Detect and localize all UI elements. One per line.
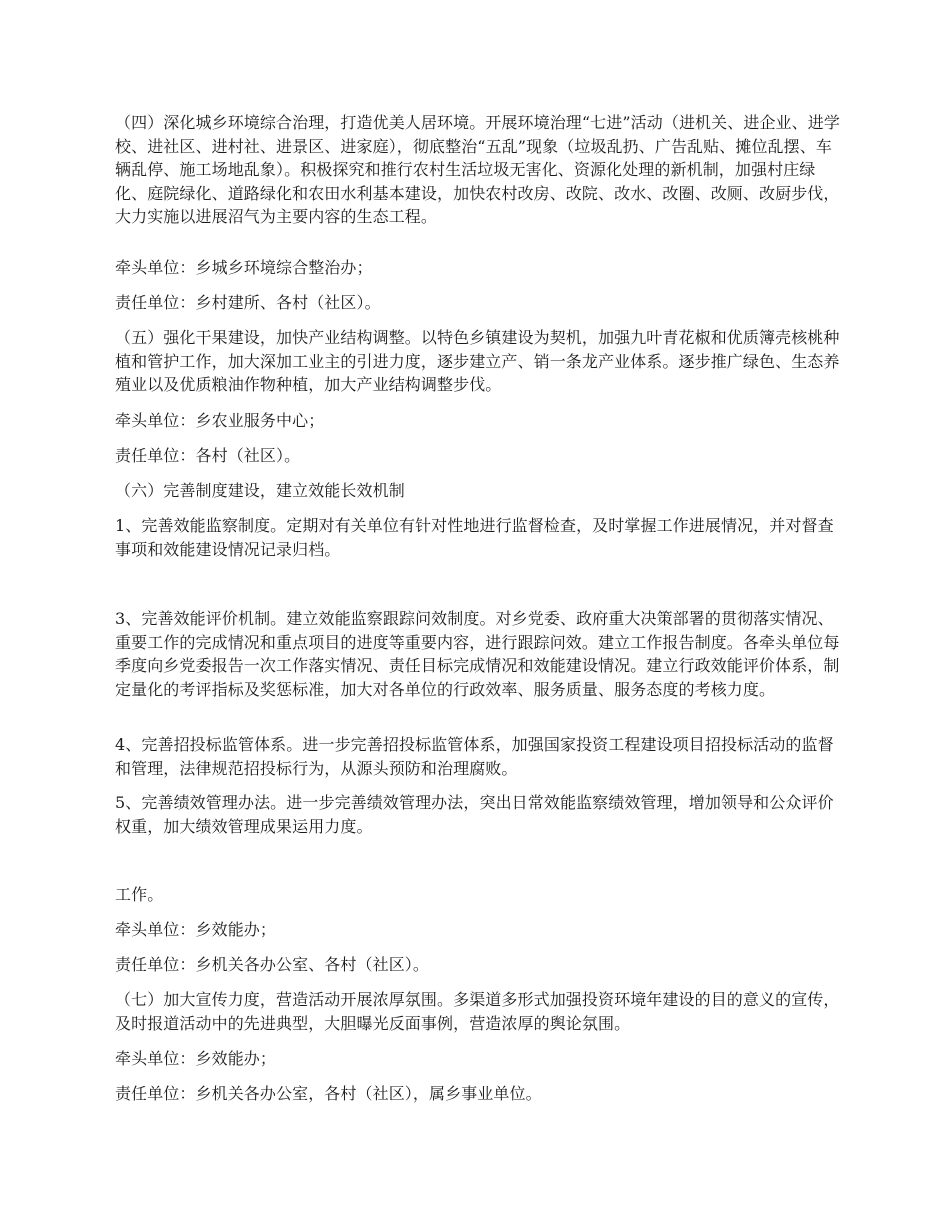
paragraph-item-1: 1、完善效能监察制度。定期对有关单位有针对性地进行监督检查，及时掌握工作进展情况，并对督查事项和效能建设情况记录归档。 bbox=[115, 516, 834, 559]
paragraph-lead-unit-3: 牵头单位：乡效能办； bbox=[115, 920, 277, 939]
paragraph-section-5: （五）强化干果建设，加快产业结构调整。以特色乡镇建设为契机，加强九叶青花椒和优质簿壳核桃种植和管护工作，加大深加工业主的引进力度，逐步建立产、销一条龙产业体系。逐步推广绿色、生态养殖业以及优质粮油作物种植，加大产业结构调整步伐。 bbox=[115, 328, 840, 394]
paragraph-responsible-unit-3: 责任单位：乡机关各办公室、各村（社区）。 bbox=[115, 955, 430, 974]
paragraph-responsible-unit-2: 责任单位：各村（社区）。 bbox=[115, 446, 301, 465]
paragraph-item-4: 4、完善招投标监管体系。进一步完善招投标监管体系，加强国家投资工程建设项目招投标活动的监督和管理，法律规范招投标行为，从源头预防和治理腐败。 bbox=[115, 735, 834, 778]
paragraph-item-5: 5、完善绩效管理办法。进一步完善绩效管理办法，突出日常效能监察绩效管理，增加领导和公众评价权重，加大绩效管理成果运用力度。 bbox=[115, 793, 834, 836]
paragraph-section-4: （四）深化城乡环境综合治理，打造优美人居环境。开展环境治理“七进”活动（进机关、进企业、进学校、进社区、进村社、进景区、进家庭），彻底整治“五乱”现象（垃圾乱扔、广告乱贴、摊位乱摆、车辆乱停、施工场地乱象）。积极探究和推行农村生活垃圾无害化、资源化处理的新机制，加强村庄绿化、庭院绿化、道路绿化和农田水利基本建设，加快农村改房、改院、改水、改圈、改厕、改厨步伐，大力实施以进展沼气为主要内容的生态工程。 bbox=[115, 113, 840, 226]
paragraph-item-3: 3、完善效能评价机制。建立效能监察跟踪问效制度。对乡党委、政府重大决策部署的贯彻落实情况、重要工作的完成情况和重点项目的进度等重要内容，进行跟踪问效。建立工作报告制度。各牵头单位每季度向乡党委报告一次工作落实情况、责任目标完成情况和效能建设情况。建立行政效能评价体系，制定量化的考评指标及奖惩标准，加大对各单位的行政效率、服务质量、服务态度的考核力度。 bbox=[115, 609, 840, 699]
paragraph-lead-unit-2: 牵头单位：乡农业服务中心； bbox=[115, 411, 325, 430]
paragraph-responsible-unit-4: 责任单位：乡机关各办公室，各村（社区），属乡事业单位。 bbox=[115, 1084, 542, 1103]
paragraph-lead-unit-4: 牵头单位：乡效能办； bbox=[115, 1049, 277, 1068]
paragraph-section-7: （七）加大宣传力度，营造活动开展浓厚氛围。多渠道多形式加强投资环境年建设的目的意义的宣传，及时报道活动中的先进典型，大胆曝光反面事例，营造浓厚的舆论氛围。 bbox=[115, 990, 840, 1033]
paragraph-work: 工作。 bbox=[115, 885, 164, 904]
paragraph-lead-unit-1: 牵头单位：乡城乡环境综合整治办； bbox=[115, 258, 373, 277]
paragraph-responsible-unit-1: 责任单位：乡村建所、各村（社区）。 bbox=[115, 293, 381, 312]
paragraph-section-6-heading: （六）完善制度建设，建立效能长效机制 bbox=[115, 481, 405, 500]
